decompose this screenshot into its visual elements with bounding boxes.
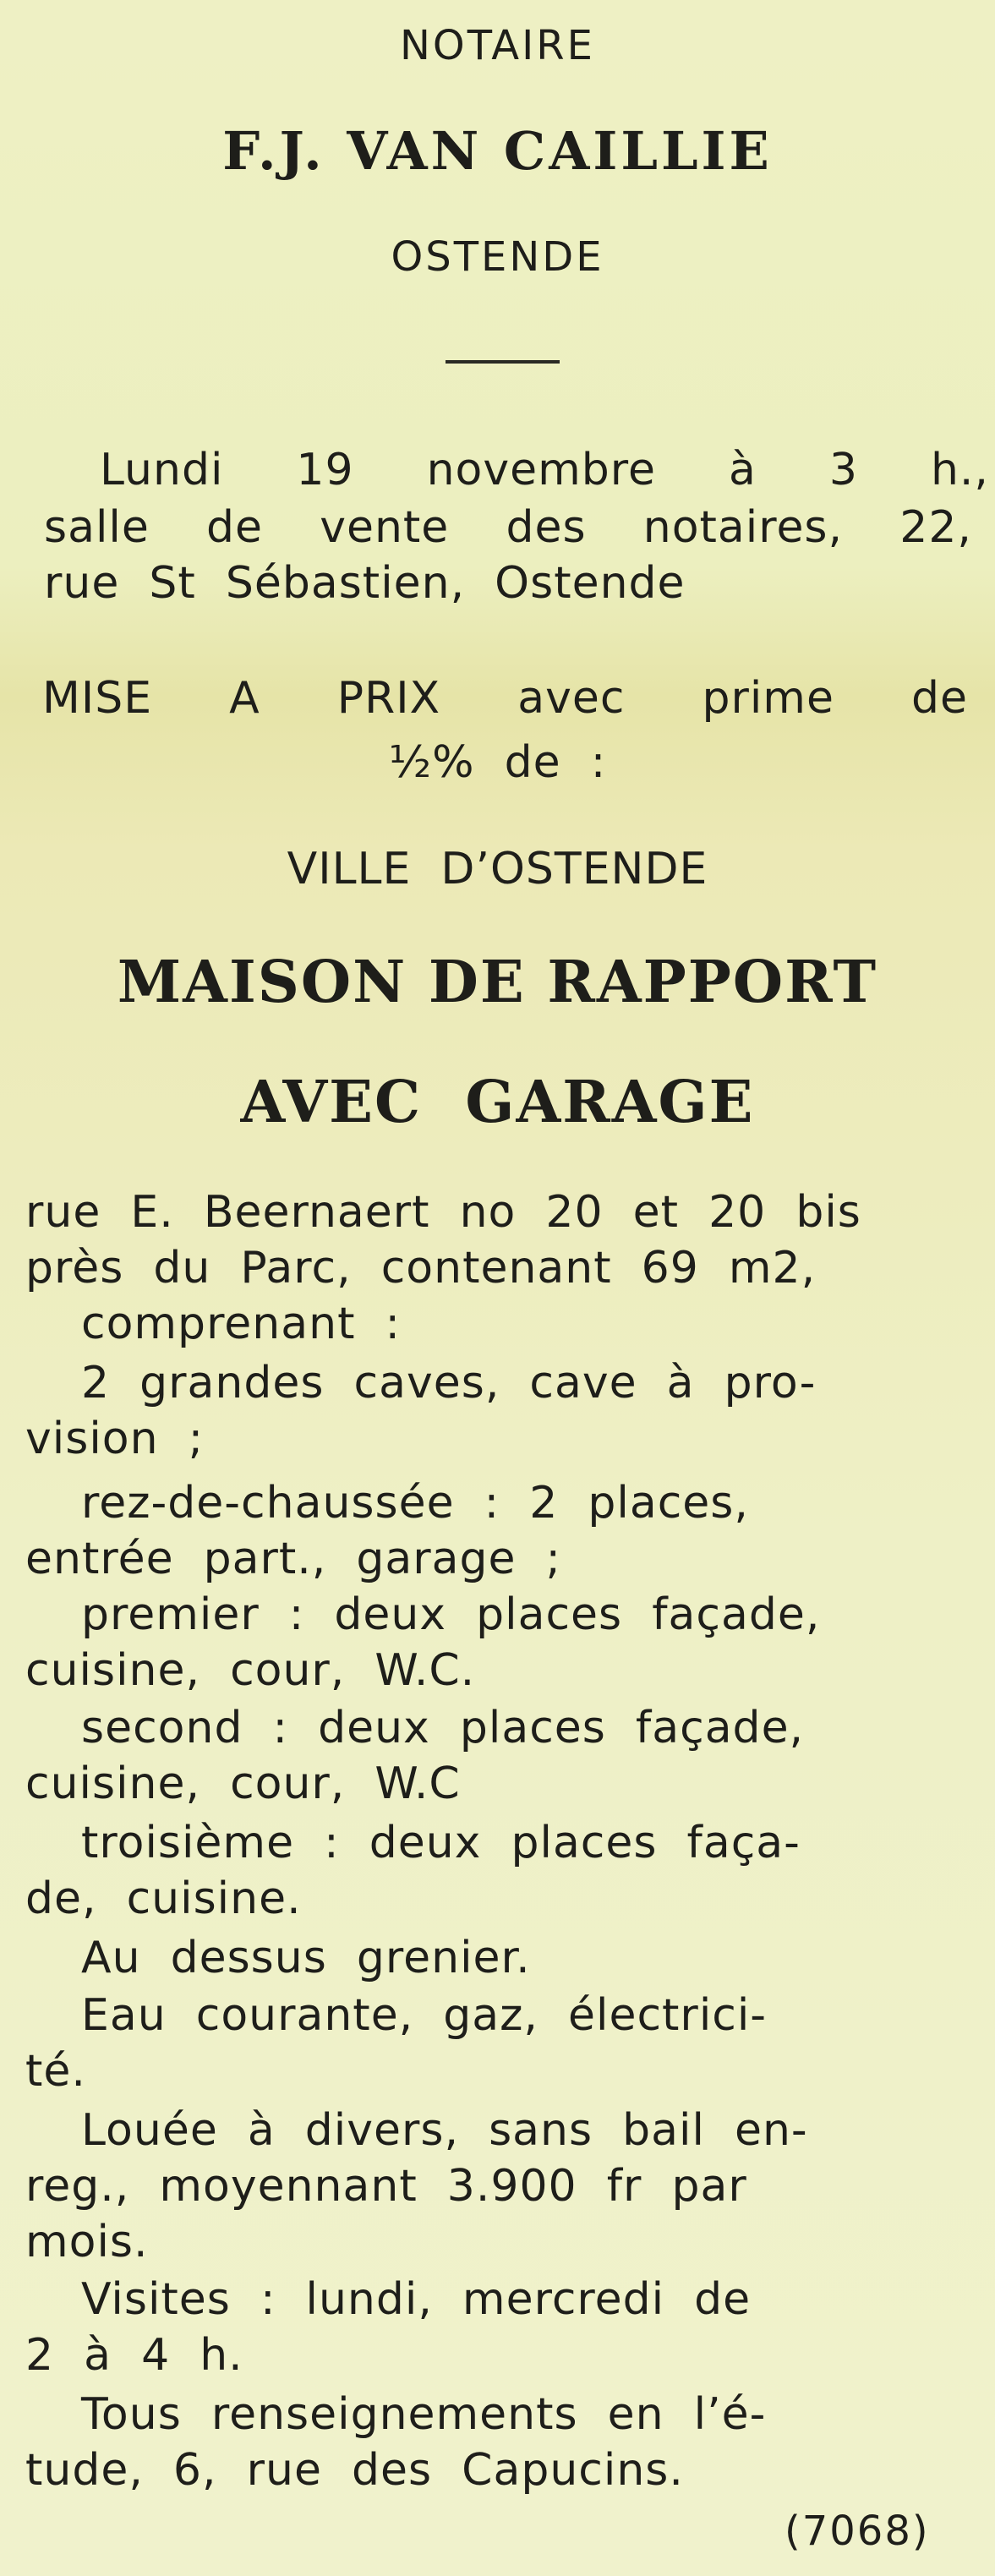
- notary-office-label: NOTAIRE: [400, 22, 595, 69]
- price-word: A: [229, 673, 260, 724]
- sale-word: 19: [296, 445, 354, 495]
- description-line: comprenant :: [81, 1299, 402, 1349]
- description-line: Au dessus grenier.: [81, 1933, 531, 1983]
- price-premium-line: ½% de :: [388, 737, 607, 788]
- price-word: prime: [702, 673, 834, 724]
- price-word: MISE: [42, 673, 153, 724]
- description-line: Tous renseignements en l’é-: [81, 2389, 767, 2440]
- description-line: troisième : deux places faça-: [81, 1818, 801, 1868]
- reference-number: (7068): [785, 2508, 930, 2555]
- property-title-line2: AVEC GARAGE: [240, 1069, 755, 1136]
- price-word: avec: [517, 673, 626, 724]
- description-line: 2 grandes caves, cave à pro-: [81, 1358, 817, 1408]
- description-line: mois.: [25, 2217, 149, 2267]
- description-line: vision ;: [25, 1414, 205, 1464]
- description-line: Visites : lundi, mercredi de: [81, 2274, 752, 2325]
- description-line: rez-de-chaussée : 2 places,: [81, 1478, 749, 1529]
- sale-word: notaires,: [642, 502, 844, 553]
- sale-date-line: [100, 445, 989, 495]
- sale-word: 22,: [899, 502, 972, 553]
- description-line: Eau courante, gaz, électrici-: [81, 1990, 768, 2041]
- sale-word: 3: [828, 445, 858, 495]
- description-line: 2 à 4 h.: [25, 2330, 243, 2381]
- notary-city: OSTENDE: [391, 233, 604, 281]
- description-line: Louée à divers, sans bail en-: [81, 2105, 808, 2156]
- town-label: VILLE D’OSTENDE: [287, 844, 708, 894]
- price-line: [42, 673, 968, 724]
- description-line: tude, 6, rue des Capucins.: [25, 2445, 684, 2496]
- description-line: cuisine, cour, W.C: [25, 1758, 461, 1809]
- sale-word: de: [206, 502, 264, 553]
- sale-word: des: [506, 502, 587, 553]
- sale-word: à: [729, 445, 757, 495]
- sale-address-line: rue St Sébastien, Ostende: [44, 558, 686, 609]
- sale-venue-line: [44, 502, 972, 553]
- sale-word: salle: [44, 502, 150, 553]
- description-line: près du Parc, contenant 69 m2,: [25, 1243, 817, 1293]
- sale-word: novembre: [426, 445, 657, 495]
- description-line: cuisine, cour, W.C.: [25, 1645, 476, 1696]
- price-word: PRIX: [336, 673, 441, 724]
- description-line: entrée part., garage ;: [25, 1534, 562, 1584]
- sale-word: h.,: [930, 445, 989, 495]
- description-line: rue E. Beernaert no 20 et 20 bis: [25, 1187, 861, 1238]
- description-line: reg., moyennant 3.900 fr par: [25, 2161, 747, 2212]
- sale-word: Lundi: [100, 445, 224, 495]
- description-line: de, cuisine.: [25, 1873, 302, 1924]
- description-line: second : deux places façade,: [81, 1703, 805, 1753]
- description-line: té.: [25, 2046, 86, 2097]
- price-word: de: [910, 673, 968, 724]
- header-divider: [446, 360, 560, 364]
- sale-word: vente: [320, 502, 450, 553]
- property-title-line1: MAISON DE RAPPORT: [117, 949, 878, 1016]
- notary-name: F.J. VAN CAILLIE: [222, 120, 773, 182]
- description-line: premier : deux places façade,: [81, 1589, 821, 1640]
